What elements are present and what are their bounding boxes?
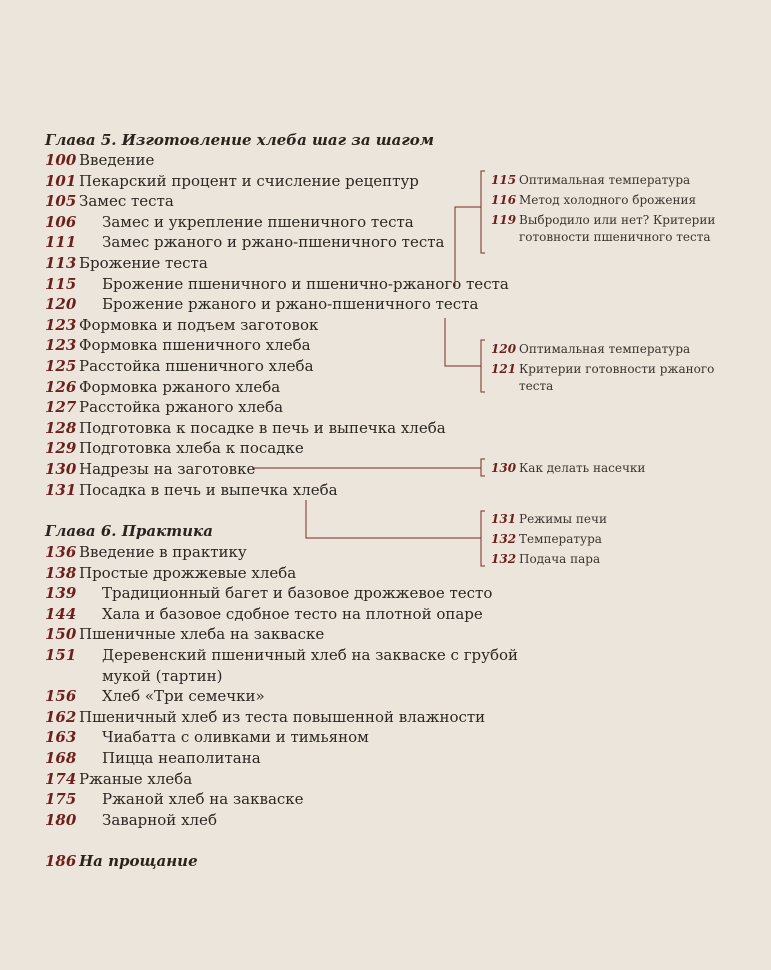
entry-title: Введение: [79, 151, 155, 169]
page-number: 100: [45, 151, 77, 169]
entry-title-continued: мукой (тартин): [102, 666, 223, 685]
subtopic-page-number: 132: [491, 552, 517, 566]
subtopic-page-number: 130: [491, 461, 517, 475]
entry-title: Хлеб «Три семечки»: [102, 687, 265, 706]
page-number: 127: [45, 398, 77, 417]
subtopic-page-number: 116: [491, 193, 517, 207]
entry-title: Деревенский пшеничный хлеб на закваске с грубой: [102, 646, 519, 664]
page-number: 126: [45, 377, 77, 396]
page-number: 156: [45, 687, 77, 706]
page-number: 129: [45, 439, 77, 458]
page-number: 101: [45, 171, 77, 190]
entry-title: Замес теста: [79, 192, 174, 211]
final-title: На прощание: [79, 852, 198, 870]
connector-4: [306, 500, 481, 538]
page-number: 130: [45, 460, 77, 478]
entry-title: Замес ржаного и ржано-пшеничного теста: [102, 233, 445, 252]
subtopic-page-number: 119: [491, 213, 517, 227]
entry-title: Подготовка хлеба к посадке: [79, 439, 304, 458]
bracket-group-2: [481, 340, 485, 392]
page-number: 111: [45, 233, 77, 252]
page-number: 136: [45, 543, 77, 561]
entry-title: Расстойка пшеничного хлеба: [79, 357, 314, 375]
page-number: 138: [45, 563, 77, 582]
subtopic-title: Критерии готовности ржаного: [519, 362, 715, 376]
page-number: 174: [45, 769, 77, 788]
subtopic-title: Выбродило или нет? Критерии: [519, 213, 716, 227]
subtopic-title: Метод холодного брожения: [519, 193, 697, 207]
page-number: 106: [45, 212, 77, 231]
page-number: 128: [45, 418, 77, 437]
subtopic-title: Режимы печи: [519, 512, 607, 526]
entry-title: Брожение пшеничного и пшенично-ржаного теста: [102, 274, 509, 293]
page-number: 123: [45, 315, 77, 334]
entry-title: Брожение ржаного и ржано-пшеничного теста: [102, 295, 479, 314]
entry-title: Пшеничный хлеб из теста повышенной влажности: [79, 707, 486, 726]
entry-title: Надрезы на заготовке: [79, 460, 256, 478]
page-number: 113: [45, 254, 77, 272]
connector-2: [445, 318, 481, 366]
bracket-group-4: [481, 511, 485, 566]
page-number: 180: [45, 810, 77, 829]
page-number: 151: [45, 646, 77, 664]
page-number: 175: [45, 790, 77, 809]
entry-title: Замес и укрепление пшеничного теста: [102, 212, 414, 231]
entry-title: Посадка в печь и выпечка хлеба: [79, 480, 338, 499]
entry-title: Расстойка ржаного хлеба: [79, 398, 284, 417]
subtopic-title: Оптимальная температура: [519, 173, 691, 187]
subtopic-title-continued: теста: [519, 379, 554, 393]
subtopic-page-number: 121: [491, 362, 517, 376]
subtopic-page-number: 120: [491, 342, 517, 356]
subtopic-title-continued: готовности пшеничного теста: [519, 230, 711, 244]
entry-title: Ржаные хлеба: [79, 769, 193, 788]
subtopic-title: Температура: [519, 532, 602, 546]
entry-title: Пшеничные хлеба на закваске: [79, 625, 325, 644]
page-number: 139: [45, 584, 77, 603]
page-number: 115: [45, 274, 77, 293]
page-number: 144: [45, 604, 77, 623]
entry-title: Формовка пшеничного хлеба: [79, 336, 311, 355]
page-number: 150: [45, 625, 77, 644]
entry-title: Введение в практику: [79, 543, 247, 561]
bracket-group-3: [481, 459, 485, 476]
subtopic-title: Как делать насечки: [519, 461, 646, 475]
entry-title: Заварной хлеб: [102, 810, 217, 829]
page-number: 162: [45, 707, 77, 726]
entry-title: Формовка и подъем заготовок: [79, 315, 319, 334]
entry-title: Хала и базовое сдобное тесто на плотной опаре: [102, 604, 483, 623]
page-number: 125: [45, 357, 77, 375]
entry-title: Традиционный багет и базовое дрожжевое тесто: [102, 584, 493, 603]
entry-title: Простые дрожжевые хлеба: [79, 563, 297, 582]
subtopic-title: Подача пара: [519, 552, 601, 566]
connector-1: [455, 207, 481, 287]
subtopic-page-number: 131: [491, 512, 517, 526]
entry-title: Подготовка к посадке в печь и выпечка хлеба: [79, 418, 446, 437]
subtopic-page-number: 132: [491, 532, 517, 546]
subtopic-page-number: 115: [491, 173, 517, 187]
entry-title: Пекарский процент и счисление рецептур: [79, 171, 419, 190]
page-number: 123: [45, 336, 77, 355]
page-number: 168: [45, 749, 77, 767]
page-number: 120: [45, 295, 77, 314]
page-number: 163: [45, 728, 77, 747]
entry-title: Пицца неаполитана: [102, 749, 261, 767]
final-page-number: 186: [45, 852, 77, 870]
chapter-6-heading: Глава 6. Практика: [45, 522, 213, 540]
entry-title: Ржаной хлеб на закваске: [102, 790, 304, 809]
bracket-group-1: [481, 171, 485, 253]
page-number: 131: [45, 480, 77, 499]
subtopic-title: Оптимальная температура: [519, 342, 691, 356]
chapter-5-heading: Глава 5. Изготовление хлеба шаг за шагом: [45, 131, 435, 149]
entry-title: Чиабатта с оливками и тимьяном: [102, 728, 369, 747]
page-number: 105: [45, 192, 77, 211]
entry-title: Формовка ржаного хлеба: [79, 377, 281, 396]
entry-title: Брожение теста: [79, 254, 208, 272]
